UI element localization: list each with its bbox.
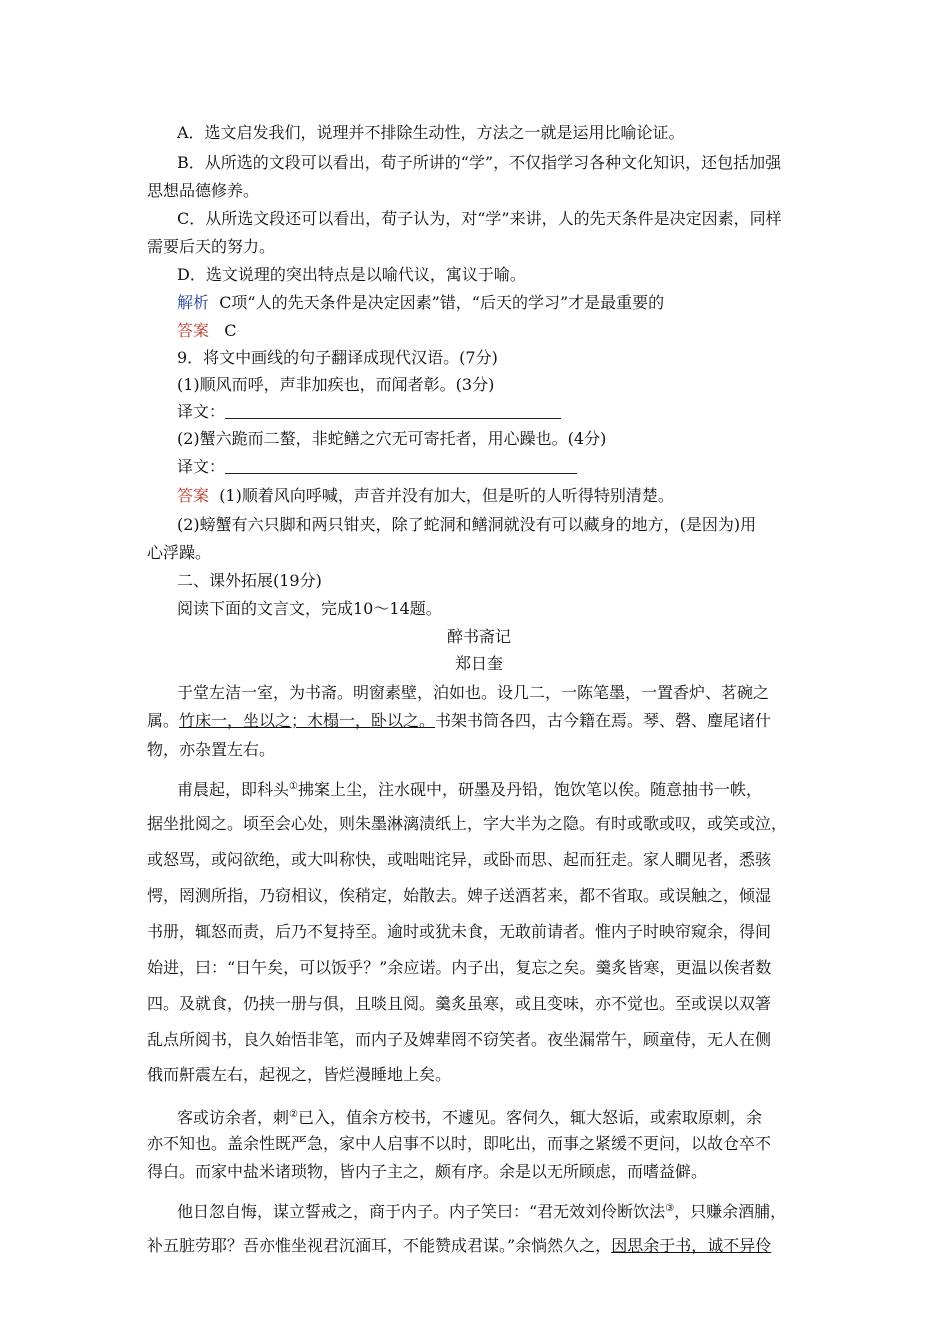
q9-answer-2: (2)螃蟹有六只脚和两只钳夹，除了蛇洞和鳝洞就没有可以藏身的地方，(是因为)用	[177, 515, 757, 534]
p1-line1: 于堂左洁一室，为书斋。明窗素壁，泊如也。设几二，一陈笔墨，一置香炉、茗碗之	[177, 683, 770, 702]
p2-line9: 俄而鼾震左右，起视之，皆烂漫睡地上矣。	[147, 1065, 452, 1084]
translation-blank-1[interactable]	[225, 402, 561, 419]
p3-line2: 亦不知也。盖余性既严急，家中人启事不以时，即叱出，而事之紧缓不更问，以故仓卒不	[147, 1134, 772, 1153]
option-b-line2: 思想品德修养。	[147, 181, 260, 200]
answer-text: C	[224, 321, 237, 340]
p2-line8: 乱点所阅书，良久始悟非笔，而内子及婢辈罔不窃笑者。夜坐漏常午，顾童侍，无人在侧	[147, 1030, 772, 1049]
analysis-text: C项“人的先天条件是决定因素”错，“后天的学习”才是最重要的	[219, 293, 665, 312]
q9-sentence2: (2)蟹六跪而二螯，非蛇鳝之穴无可寄托者，用心躁也。(4分)	[177, 429, 607, 448]
q9-translate2	[177, 455, 811, 479]
p2-line3: 或怒骂，或闷欲绝，或大叫称快，或咄咄诧异，或卧而思、起而狂走。家人瞷见者，悉骇	[147, 850, 772, 869]
analysis-label: 解析	[177, 293, 210, 312]
p3-line3: 得白。而家中盐米诸琐物，皆内子主之，颇有序。余是以无所顾虑，而嗜益僻。	[147, 1162, 708, 1181]
p2-line1	[177, 775, 811, 802]
q9-answer-1	[177, 484, 811, 508]
p3-line1	[177, 1103, 811, 1130]
footnote-marker-2: ②	[289, 1109, 298, 1120]
p2-line2: 据坐批阅之。顷至会心处，则朱墨淋漓渍纸上，字大半为之隐。有时或歌或叹，或笑或泣，	[147, 814, 788, 833]
q8-analysis	[177, 291, 811, 315]
text-span: 已入，值余方校书，不遽见。客伺久，辄大怒诟，或索取原刺，余	[297, 1108, 762, 1127]
translate-label: 译文：	[177, 402, 226, 421]
option-b-line1: B．从所选的文段可以看出，荀子所讲的“学”，不仅指学习各种文化知识，还包括加强	[177, 153, 782, 172]
text-span: 拂案上尘，注水砚中，研墨及丹铅，饱饮笔以俟。随意抽书一帙，	[297, 780, 762, 799]
option-a: A．选文启发我们，说理并不排除生动性，方法之一就是运用比喻论证。	[177, 123, 685, 142]
answer-label: 答案	[177, 486, 210, 505]
text-span: 补五脏劳耶？吾亦惟坐视君沉湎耳，不能赞成君谋。”余惝然久之，	[147, 1236, 612, 1255]
option-c-line2: 需要后天的努力。	[147, 237, 276, 256]
p2-line6: 始进，曰：“日午矣，可以饭乎？”余应诺。内子出，复忘之矣。羹炙皆寒，更温以俟者数	[147, 958, 772, 977]
underlined-sentence: 竹床一，坐以之；木榻一，卧以之。	[179, 711, 436, 730]
text-span: 客或访余者，刺	[177, 1108, 290, 1127]
translation-blank-2[interactable]	[225, 457, 577, 474]
option-c-line1: C．从所选文段还可以看出，荀子认为，对“学”来讲，人的先天条件是决定因素，同样	[177, 209, 782, 228]
p2-line7: 四。及就食，仍挟一册与俱，且啖且阅。羹炙虽寒，或且变味，亦不觉也。至或误以双箸	[147, 994, 772, 1013]
p4-line2	[147, 1234, 811, 1258]
text-span: 甫晨起，即科头	[177, 780, 290, 799]
text-span: 他日忽自悔，谋立誓戒之，商于内子。内子笑曰：“君无效刘伶断饮法	[177, 1202, 666, 1221]
section2-instruction: 阅读下面的文言文，完成10～14题。	[177, 599, 442, 618]
answer-label: 答案	[177, 321, 210, 340]
text-span: 书架书筒各四，古今籍在焉。琴、磬、麈尾诸什	[435, 711, 772, 730]
p2-line5: 书册，辄怒而责，后乃不复持至。逾时或犹未食，无敢前请者。惟内子时映帘窥余，得间	[147, 922, 772, 941]
text-span: 属。	[147, 711, 180, 730]
p2-line4: 愕，罔测所指，乃窃相议，俟稍定，始散去。婢子送酒茗来，都不省取。或误触之，倾湿	[147, 886, 772, 905]
option-d: D．选文说理的突出特点是以喻代议，寓议于喻。	[177, 265, 526, 284]
footnote-marker-3: ③	[665, 1203, 675, 1214]
q9-title: 9．将文中画线的句子翻译成现代汉语。(7分)	[177, 348, 498, 367]
q9-translate1	[177, 400, 811, 424]
p1-line3: 物，亦杂置左右。	[147, 740, 276, 759]
footnote-marker-1: ①	[289, 781, 298, 792]
section2-heading: 二、课外拓展(19分)	[177, 571, 322, 590]
essay-title: 醉书斋记	[446, 627, 511, 646]
q9-answer-2-cont: 心浮躁。	[147, 543, 212, 562]
q8-answer	[177, 319, 811, 343]
p1-line2	[147, 709, 811, 733]
text-span: ，只赚余酒脯，	[674, 1202, 787, 1221]
underlined-sentence: 因思余于书，诚不异伶	[611, 1236, 772, 1255]
q9-sentence1: (1)顺风而呼，声非加疾也，而闻者彰。(3分)	[177, 375, 495, 394]
answer-1-text: (1)顺着风向呼喊，声音并没有加大，但是听的人听得特别清楚。	[219, 486, 674, 505]
translate-label: 译文：	[177, 457, 226, 476]
p4-line1	[177, 1197, 811, 1224]
essay-author: 郑日奎	[454, 654, 503, 673]
